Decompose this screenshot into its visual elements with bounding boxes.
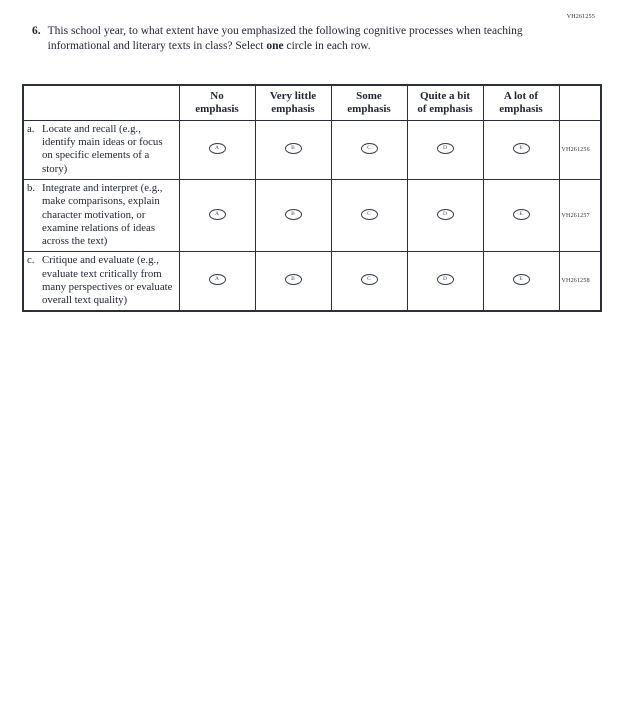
row-code-cell — [559, 252, 601, 312]
column-header-line2: emphasis — [499, 102, 543, 115]
row-label-cell — [23, 180, 179, 252]
column-header-line1: Some — [356, 90, 382, 102]
answer-oval[interactable] — [437, 143, 454, 154]
answer-cell — [483, 120, 559, 179]
answer-cell — [331, 120, 407, 179]
oval-letter: E — [519, 276, 523, 283]
answer-cell — [331, 180, 407, 252]
answer-cell — [179, 120, 255, 179]
answer-cell — [483, 252, 559, 312]
table-header-row — [23, 85, 601, 120]
column-header-line2: emphasis — [347, 102, 391, 115]
oval-letter: B — [291, 210, 295, 217]
row-label: Integrate and interpret (e.g., make comparisons, explain character motivation, or examine relations of ideas across the text) — [42, 182, 163, 248]
answer-oval[interactable] — [437, 274, 454, 285]
row-code-cell — [559, 180, 601, 252]
oval-letter: A — [215, 144, 219, 151]
row-label-wrap — [27, 182, 176, 248]
code-column-header — [559, 85, 601, 120]
column-header — [179, 85, 255, 120]
row-label-cell — [23, 252, 179, 312]
answer-oval[interactable] — [437, 209, 454, 220]
answer-oval[interactable] — [209, 143, 226, 154]
column-header — [483, 85, 559, 120]
answer-cell — [179, 252, 255, 312]
question-text-bold: one — [266, 39, 284, 52]
table-row — [23, 120, 601, 179]
row-code: VH261257 — [561, 212, 590, 219]
answer-oval[interactable] — [209, 274, 226, 285]
column-header-line1: No — [210, 90, 224, 102]
row-label: Locate and recall (e.g., identify main ideas or focus on specific elements of a story) — [42, 122, 163, 175]
answer-oval[interactable] — [285, 143, 302, 154]
answer-cell — [483, 180, 559, 252]
oval-letter: D — [443, 276, 447, 283]
oval-letter: B — [291, 276, 295, 283]
column-header-line1: Quite a bit — [419, 90, 471, 102]
answer-oval[interactable] — [285, 274, 302, 285]
answer-oval[interactable] — [361, 274, 378, 285]
row-code: VH261258 — [561, 278, 590, 285]
column-header — [331, 85, 407, 120]
answer-cell — [255, 120, 331, 179]
answer-cell — [255, 180, 331, 252]
oval-letter: A — [215, 276, 219, 283]
column-header-line2: emphasis — [195, 102, 239, 115]
answer-oval[interactable] — [361, 209, 378, 220]
answer-cell — [407, 180, 483, 252]
answer-cell — [331, 252, 407, 312]
question-number: 6. — [32, 25, 41, 37]
answer-cell — [179, 180, 255, 252]
answer-cell — [255, 252, 331, 312]
table-row — [23, 180, 601, 252]
oval-letter: C — [367, 144, 371, 151]
question-text — [48, 24, 526, 53]
oval-letter: D — [443, 144, 447, 151]
row-label-wrap — [27, 254, 176, 307]
emphasis-table — [22, 84, 602, 312]
column-header-line2: of emphasis — [417, 102, 473, 115]
table-row — [23, 252, 601, 312]
column-header — [407, 85, 483, 120]
answer-cell — [407, 252, 483, 312]
answer-oval[interactable] — [361, 143, 378, 154]
row-label-cell — [23, 120, 179, 179]
oval-letter: B — [291, 144, 295, 151]
question-text-start: This school year, to what extent have you emphasized the following cognitive processes when teaching informational and literary texts in class? Select — [47, 25, 523, 52]
row-code: VH261256 — [561, 146, 590, 153]
answer-oval[interactable] — [513, 143, 530, 154]
column-header-line1: Very little — [269, 90, 317, 102]
answer-oval[interactable] — [513, 274, 530, 285]
row-letter: a. — [27, 122, 35, 135]
row-code-cell — [559, 120, 601, 179]
row-letter: b. — [27, 182, 36, 194]
page-code: VH261255 — [566, 14, 595, 20]
column-header — [255, 85, 331, 120]
column-header-line1: A lot of — [503, 90, 539, 102]
answer-cell — [407, 120, 483, 179]
answer-oval[interactable] — [285, 209, 302, 220]
question-text-end: circle in each row. — [283, 39, 371, 52]
row-label-wrap — [27, 123, 176, 176]
row-letter: c. — [27, 254, 35, 267]
oval-letter: C — [367, 276, 371, 283]
answer-oval[interactable] — [209, 209, 226, 220]
answer-oval[interactable] — [513, 209, 530, 220]
oval-letter: A — [215, 210, 219, 217]
question-block — [32, 24, 532, 53]
column-header-line2: emphasis — [271, 102, 315, 115]
oval-letter: E — [519, 210, 523, 217]
oval-letter: E — [519, 144, 523, 151]
corner-cell — [23, 85, 179, 120]
row-label: Critique and evaluate (e.g., evaluate text critically from many perspectives or evaluate overall text quality) — [42, 254, 173, 307]
oval-letter: C — [367, 210, 371, 217]
oval-letter: D — [443, 210, 447, 217]
